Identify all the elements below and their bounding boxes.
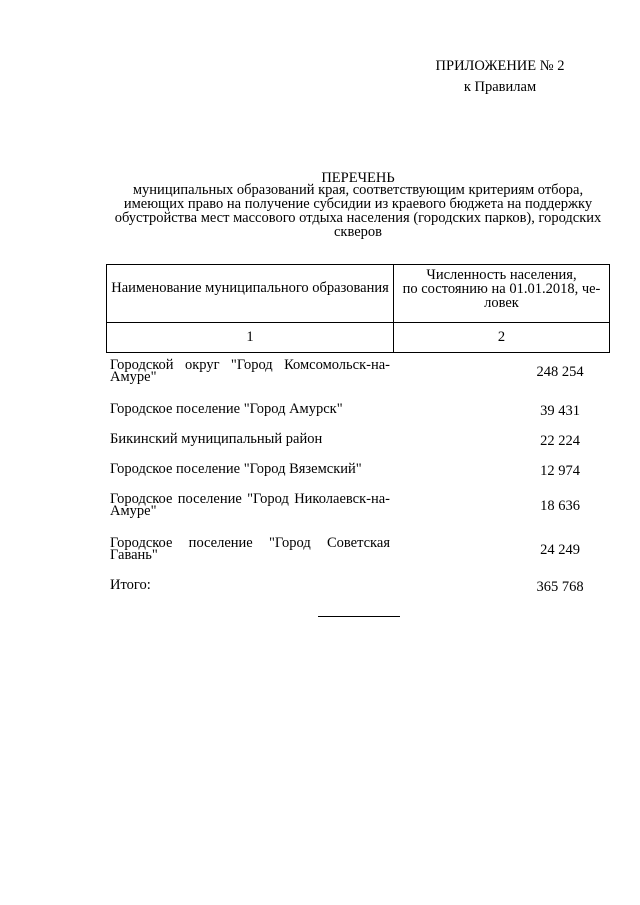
column-number-2: 2: [497, 329, 506, 345]
appendix-title: ПРИЛОЖЕНИЕ № 2: [435, 58, 565, 74]
header-population: [394, 268, 609, 310]
header-population-line2: по состоянию на 01.01.2018, че-: [402, 281, 601, 297]
header-name: Наименование муниципального образования: [111, 280, 389, 296]
row-value: 248 254: [536, 364, 584, 380]
row-name: Городское поселение "Город Советская Гавань": [110, 535, 390, 563]
row-value: 365 768: [536, 579, 584, 595]
row-name: Городское поселение "Город Николаевск-на-Амуре": [110, 491, 390, 519]
document-subtitle: муниципальных образований края, соответствующим критериям отбора, имеющих право на получение субсидии из краевого бюджета на поддержку обустройства мест массового отдыха населения (городских парков), городских скверов: [114, 182, 602, 240]
header-population-line1: Численность населения,: [426, 267, 577, 283]
row-name: Городское поселение "Город Амурск": [110, 401, 343, 417]
row-value: 18 636: [540, 498, 580, 514]
row-value: 22 224: [540, 433, 580, 449]
row-name: Городское поселение "Город Вяземский": [110, 461, 362, 477]
document-title: ПЕРЕЧЕНЬ: [321, 170, 395, 186]
table-header: [106, 264, 610, 353]
end-rule: [318, 616, 400, 617]
row-value: 24 249: [540, 542, 580, 558]
row-value: 12 974: [540, 463, 580, 479]
header-population-line3: ловек: [484, 295, 519, 311]
column-number-1: 1: [246, 329, 254, 345]
row-value: 39 431: [540, 403, 580, 419]
row-name: Бикинский муниципальный район: [110, 431, 323, 447]
row-name: Городской округ "Город Комсомольск-на-Амуре": [110, 357, 390, 385]
row-name: Итого:: [110, 577, 151, 593]
row-divider: [107, 322, 609, 323]
appendix-subtitle: к Правилам: [463, 79, 537, 95]
